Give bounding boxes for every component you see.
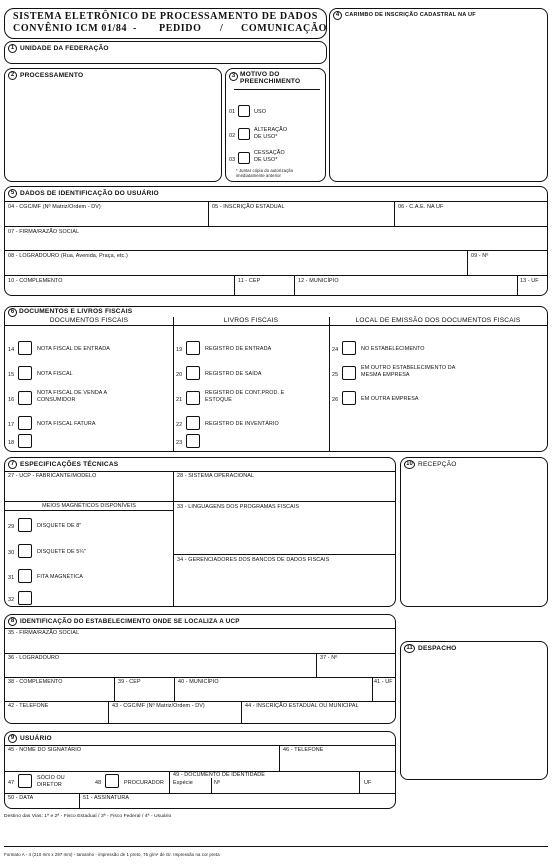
section-uf <box>4 41 327 64</box>
media-code-32: 32 <box>8 597 15 603</box>
field-42-label: 42 - TELEFONE <box>8 703 49 709</box>
section-usuario-label: USUÁRIO <box>20 735 52 742</box>
form-title-pedido: PEDIDO <box>159 23 202 34</box>
field-13-label: 13 - UF <box>520 278 539 284</box>
section-motivo-label: MOTIVO DO PREENCHIMENTO <box>240 71 301 85</box>
field-49-numero: Nº <box>214 780 221 786</box>
motivo-cessacao-checkbox[interactable] <box>238 152 250 164</box>
livro-saida-checkbox[interactable] <box>186 366 200 380</box>
media-disquete-5-label: DISQUETE DE 5¼" <box>37 549 86 555</box>
form-title-dash: - <box>133 23 137 34</box>
field-08-label: 08 - LOGRADOURO (Rua, Avenida, Praça, etc.) <box>8 253 128 259</box>
col-documentos-title: DOCUMENTOS FISCAIS <box>49 317 129 324</box>
section-especificacoes <box>4 457 396 607</box>
media-title: MEIOS MAGNÉTICOS DISPONÍVEIS <box>42 503 136 509</box>
field-10-label: 10 - COMPLEMENTO <box>8 278 63 284</box>
media-outro-checkbox[interactable] <box>18 591 32 605</box>
motivo-cessacao-label: CESSAÇÃO DE USO* <box>254 150 285 163</box>
form-title-slash: / <box>220 23 224 34</box>
field-05-label: 05 - INSCRIÇÃO ESTADUAL <box>212 204 285 210</box>
field-50-label: 50 - DATA <box>8 795 34 801</box>
field-28-label: 28 - SISTEMA OPERACIONAL <box>177 473 254 479</box>
motivo-uso-checkbox[interactable] <box>238 105 250 117</box>
footer-formato: Formato A - 4 (210 mm x 297 mm) - tamanho - impressão de 1 preto, 75 g/m² de Gr. Impressão na cor preta <box>4 852 220 857</box>
doc-code-14: 14 <box>8 347 15 353</box>
form-title-line1: SISTEMA ELETRÔNICO DE PROCESSAMENTO DE DADOS <box>13 11 318 22</box>
field-38-label: 38 - COMPLEMENTO <box>8 679 63 685</box>
livro-inventario-label: REGISTRO DE INVENTÁRIO <box>205 421 279 427</box>
field-39-label: 39 - CEP <box>118 679 141 685</box>
field-49-label: 49 - DOCUMENTO DE IDENTIDADE <box>173 772 265 778</box>
socio-diretor-label: SÓCIO OU DIRETOR <box>37 775 65 788</box>
field-43-label: 43 - CGC/MF (Nº Matriz/Ordem - DV) <box>112 703 205 709</box>
local-outro-estab-label: EM OUTRO ESTABELECIMENTO DA MESMA EMPRESA <box>361 365 456 378</box>
doc-nota-entrada-checkbox[interactable] <box>18 341 32 355</box>
field-12-label: 12 - MUNICÍPIO <box>298 278 339 284</box>
livro-inventario-checkbox[interactable] <box>186 416 200 430</box>
section-carimbo <box>329 8 548 182</box>
section-recepcao <box>400 457 548 607</box>
field-09-label: 09 - Nº <box>471 253 489 259</box>
doc-code-16: 16 <box>8 397 15 403</box>
section-number-7: 7 <box>8 460 17 469</box>
form-title-comunicacao: COMUNICAÇÃO <box>241 23 328 34</box>
section-uf-label: UNIDADE DA FEDERAÇÃO <box>20 45 109 52</box>
field-27-label: 27 - UCP - FABRICANTE/MODELO <box>8 473 97 479</box>
form-title-box <box>4 8 327 39</box>
footer-divider <box>4 846 548 847</box>
local-outro-estab-checkbox[interactable] <box>342 366 356 380</box>
doc-nota-fiscal-checkbox[interactable] <box>18 366 32 380</box>
field-06-label: 06 - C.A.E. NA UF <box>398 204 444 210</box>
form-title-line2: CONVÊNIO ICM 01/84 <box>13 23 128 34</box>
livro-code-19: 19 <box>176 347 183 353</box>
local-outra-empresa-checkbox[interactable] <box>342 391 356 405</box>
motivo-code-02: 02 <box>229 133 236 139</box>
procurador-checkbox[interactable] <box>105 774 119 788</box>
livro-estoque-checkbox[interactable] <box>186 391 200 405</box>
socio-diretor-checkbox[interactable] <box>18 774 32 788</box>
section-usuario-dados-label: DADOS DE IDENTIFICAÇÃO DO USUÁRIO <box>20 190 159 197</box>
field-47-code: 47 <box>8 780 15 786</box>
section-processamento-label: PROCESSAMENTO <box>20 72 84 79</box>
media-code-31: 31 <box>8 575 15 581</box>
doc-code-17: 17 <box>8 422 15 428</box>
doc-nota-fatura-checkbox[interactable] <box>18 416 32 430</box>
motivo-alteracao-label: ALTERAÇÃO DE USO* <box>254 127 288 140</box>
doc-nota-consumidor-label: NOTA FISCAL DE VENDA A CONSUMIDOR <box>37 390 107 403</box>
livro-estoque-label: REGISTRO DE CONT.PROD. E ESTOQUE <box>205 390 285 403</box>
livro-entrada-label: REGISTRO DE ENTRADA <box>205 346 272 352</box>
section-documentos-livros-label: DOCUMENTOS E LIVROS FISCAIS <box>19 308 133 315</box>
local-code-25: 25 <box>332 372 339 378</box>
section-number-8: 8 <box>8 617 17 626</box>
livro-outro-checkbox[interactable] <box>186 434 200 448</box>
motivo-code-01: 01 <box>229 109 236 115</box>
doc-nota-fatura-label: NOTA FISCAL FATURA <box>37 421 96 427</box>
doc-nota-fiscal-label: NOTA FISCAL <box>37 371 73 377</box>
field-51-label: 51 - ASSINATURA <box>83 795 130 801</box>
field-46-label: 46 - TELEFONE <box>283 747 324 753</box>
field-49-especie: Espécie <box>173 780 193 786</box>
field-34-label: 34 - GERENCIADORES DOS BANCOS DE DADOS FISCAIS <box>177 557 330 563</box>
media-fita-checkbox[interactable] <box>18 569 32 583</box>
section-carimbo-label: CARIMBO DE INSCRIÇÃO CADASTRAL NA UF <box>345 12 476 18</box>
doc-nota-entrada-label: NOTA FISCAL DE ENTRADA <box>37 346 110 352</box>
livro-code-22: 22 <box>176 422 183 428</box>
doc-nota-consumidor-checkbox[interactable] <box>18 391 32 405</box>
livro-saida-label: REGISTRO DE SAÍDA <box>205 371 262 377</box>
media-disquete-5-checkbox[interactable] <box>18 544 32 558</box>
section-number-11: 11 <box>404 644 415 653</box>
section-estabelecimento-label: IDENTIFICAÇÃO DO ESTABELECIMENTO ONDE SE LOCALIZA A UCP <box>20 618 240 625</box>
section-number-4: 4 <box>333 11 342 20</box>
livro-code-20: 20 <box>176 372 183 378</box>
field-11-label: 11 - CEP <box>238 278 261 284</box>
field-41-label: 41 - UF <box>374 679 393 685</box>
section-usuario <box>4 731 396 809</box>
livro-entrada-checkbox[interactable] <box>186 341 200 355</box>
procurador-label: PROCURADOR <box>124 780 164 786</box>
livro-code-23: 23 <box>176 440 183 446</box>
section-despacho-label: DESPACHO <box>418 645 457 652</box>
doc-code-18: 18 <box>8 440 15 446</box>
section-number-2: 2 <box>8 71 17 80</box>
field-33-label: 33 - LINGUAGENS DOS PROGRAMAS FISCAIS <box>177 504 300 510</box>
section-processamento <box>4 68 222 182</box>
section-number-1: 1 <box>8 44 17 53</box>
media-disquete-8-label: DISQUETE DE 8" <box>37 523 82 529</box>
field-48-code: 48 <box>95 780 102 786</box>
section-motivo <box>225 68 326 182</box>
motivo-note: * Juntar cópia do autorização imediatamente anterior <box>236 168 294 179</box>
doc-outro-checkbox[interactable] <box>18 434 32 448</box>
media-fita-label: FITA MAGNÉTICA <box>37 574 83 580</box>
media-code-29: 29 <box>8 524 15 530</box>
local-code-26: 26 <box>332 397 339 403</box>
section-number-9: 9 <box>8 734 17 743</box>
section-recepcao-label: RECEPÇÃO <box>418 461 457 468</box>
motivo-alteracao-checkbox[interactable] <box>238 128 250 140</box>
local-outra-empresa-label: EM OUTRA EMPRESA <box>361 396 419 402</box>
media-code-30: 30 <box>8 550 15 556</box>
doc-code-15: 15 <box>8 372 15 378</box>
field-07-label: 07 - FIRMA/RAZÃO SOCIAL <box>8 229 80 235</box>
field-37-label: 37 - Nº <box>320 655 338 661</box>
field-35-label: 35 - FIRMA/RAZÃO SOCIAL <box>8 630 80 636</box>
field-36-label: 36 - LOGRADOURO <box>8 655 60 661</box>
local-estabelecimento-checkbox[interactable] <box>342 341 356 355</box>
livro-code-21: 21 <box>176 397 183 403</box>
local-code-24: 24 <box>332 347 339 353</box>
section-number-10: 10 <box>404 460 415 469</box>
section-documentos-livros <box>4 306 548 452</box>
local-estabelecimento-label: NO ESTABELECIMENTO <box>361 346 425 352</box>
section-number-5: 5 <box>8 189 17 198</box>
field-04-label: 04 - CGC/MF (Nº Matriz/Ordem - DV) <box>8 204 101 210</box>
section-despacho <box>400 641 548 780</box>
section-usuario-dados <box>4 186 548 296</box>
field-45-label: 45 - NOME DO SIGNATÁRIO <box>8 747 82 753</box>
field-40-label: 40 - MUNICÍPIO <box>178 679 219 685</box>
section-especificacoes-label: ESPECIFICAÇÕES TÉCNICAS <box>20 461 119 468</box>
col-livros-title: LIVROS FISCAIS <box>223 317 279 324</box>
motivo-code-03: 03 <box>229 157 236 163</box>
section-number-6: 6 <box>8 308 17 317</box>
section-number-3: 3 <box>229 72 238 81</box>
field-44-label: 44 - INSCRIÇÃO ESTADUAL OU MUNICIPAL <box>245 703 359 709</box>
section-estabelecimento <box>4 614 396 724</box>
footer-destino-vias: Destino das Vias: 1ª e 2ª - Fisco Estadual / 3ª - Fisco Federal / 4ª - Usuário <box>4 814 172 819</box>
col-local-title: LOCAL DE EMISSÃO DOS DOCUMENTOS FISCAIS <box>355 317 521 324</box>
motivo-uso-label: USO <box>254 109 266 115</box>
media-disquete-8-checkbox[interactable] <box>18 518 32 532</box>
field-49-uf: UF <box>364 780 372 786</box>
